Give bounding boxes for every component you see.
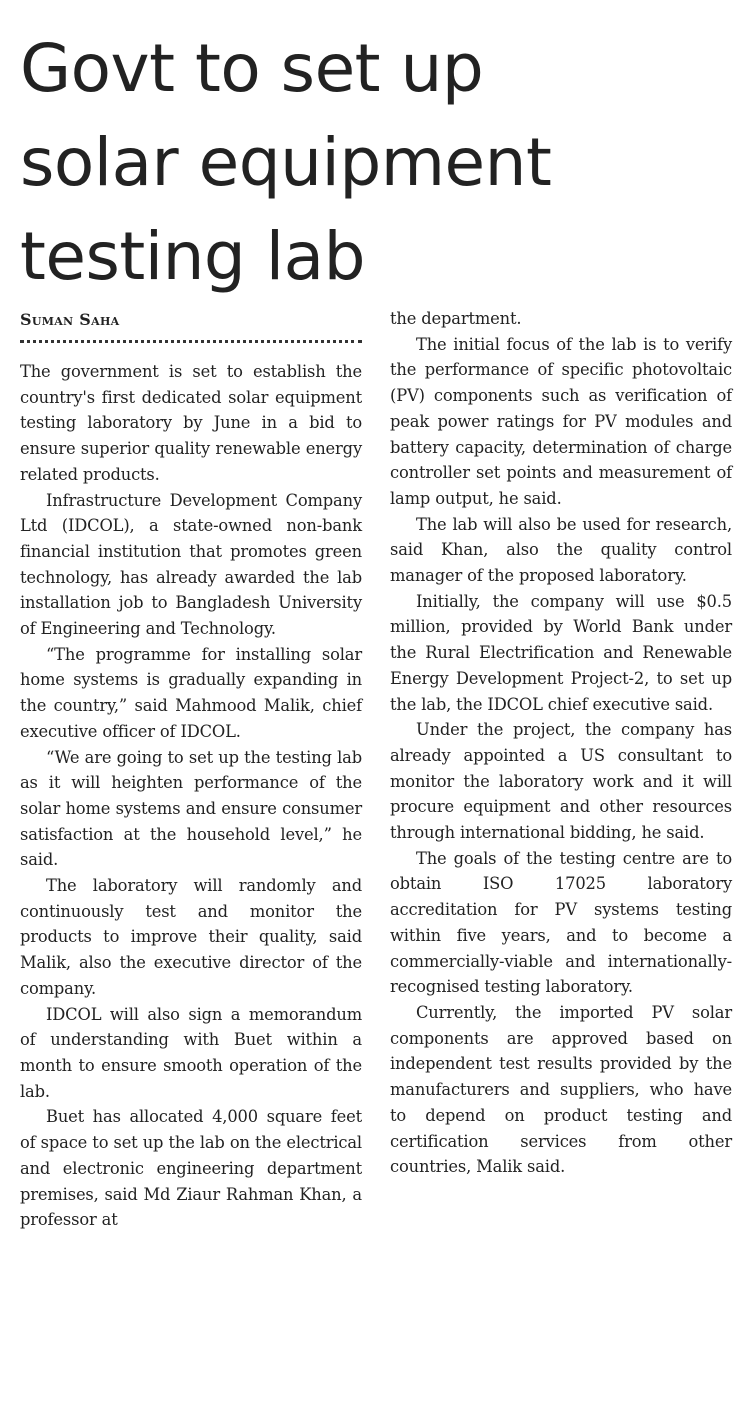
paragraph: The lab will also be used for research, said Khan, also the quality control manager of the proposed laboratory. xyxy=(390,514,732,586)
paragraph: Buet has allocated 4,000 square feet of space to set up the lab on the electrical and electronic engineering department premises, said Md Ziaur Rahman Khan, a professor at xyxy=(20,1107,362,1230)
headline-line: solar equipment xyxy=(20,124,552,201)
paragraph: “The programme for installing solar home systems is gradually expanding in the country,” said Mahmood Malik, chief executive officer of IDCOL. xyxy=(20,644,362,741)
paragraph: The initial focus of the lab is to verify the performance of specific photovoltaic (PV) components such as verification of peak power ratings for PV modules and battery capacity, determination of charge controller set points and measurement of lamp output, he said. xyxy=(390,334,732,508)
paragraph: Initially, the company will use $0.5 million, provided by World Bank under the Rural Electrification and Renewable Energy Development Project-2, to set up the lab, the IDCOL chief executive said. xyxy=(390,591,732,714)
headline xyxy=(20,22,735,304)
paragraph: IDCOL will also sign a memorandum of understanding with Buet within a month to ensure smooth operation of the lab. xyxy=(20,1004,362,1101)
paragraph: the department. xyxy=(390,309,522,328)
paragraph: Infrastructure Development Company Ltd (IDCOL), a state-owned non-bank financial institution that promotes green technology, has already awarded the lab installation job to Bangladesh University of Engineering and Technology. xyxy=(20,490,362,639)
paragraph: Under the project, the company has already appointed a US consultant to monitor the laboratory work and it will procure equipment and other resources through international bidding, he said. xyxy=(390,720,732,843)
byline: Suman Saha xyxy=(20,310,120,329)
paragraph: “We are going to set up the testing lab as it will heighten performance of the solar home systems and ensure consumer satisfaction at the household level,” he said. xyxy=(20,747,362,870)
right-column xyxy=(390,306,732,1180)
paragraph: The government is set to establish the country's first dedicated solar equipment testing laboratory by June in a bid to ensure superior quality renewable energy related products. xyxy=(20,362,362,484)
dotted-divider xyxy=(20,340,362,343)
headline-line: testing lab xyxy=(20,218,365,295)
headline-line: Govt to set up xyxy=(20,30,484,107)
paragraph: Currently, the imported PV solar components are approved based on independent test results provided by the manufacturers and suppliers, who have to depend on product testing and certification services from other countries, Malik said. xyxy=(390,1002,732,1177)
paragraph: The goals of the testing centre are to obtain ISO 17025 laboratory accreditation for PV systems testing within five years, and to become a commercially-viable and internationally-recognised testing laboratory. xyxy=(390,848,732,997)
paragraph: The laboratory will randomly and continuously test and monitor the products to improve their quality, said Malik, also the executive director of the company. xyxy=(20,876,362,998)
left-column xyxy=(20,359,362,1233)
